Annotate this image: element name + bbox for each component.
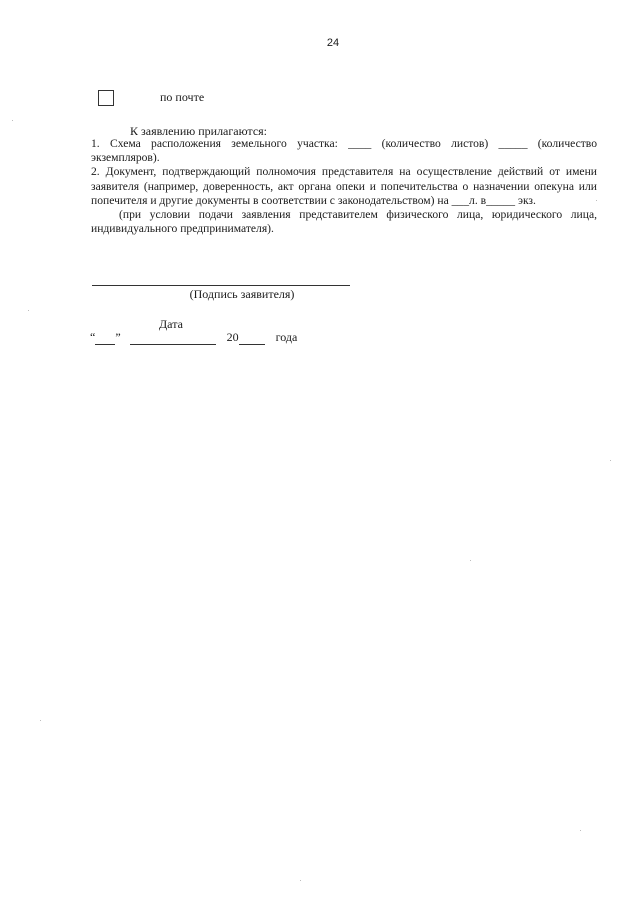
attachment-item-2: 2. Документ, подтверждающий полномочия представителя на осуществление действий от имени заявителя (например, доверенность, акт органа опеки и попечительства о назначении опекуна или попечителя и другие документы в соответствии с законодательством) на ___л. в_____ экз. [91,165,597,207]
date-quote-open: “ [90,330,96,344]
day-blank[interactable] [95,332,115,345]
date-row [90,330,297,345]
attachment-item-1: 1. Схема расположения земельного участка: ____ (количество листов) _____ (количество экземпляров). [91,137,597,165]
scan-speckle [28,310,29,311]
attachments-heading: К заявлению прилагаются: [130,124,268,138]
scan-speckle [12,120,13,121]
signature-line[interactable] [92,285,350,286]
page-number: 24 [326,37,340,49]
year-blank[interactable] [239,332,265,345]
scan-speckle [580,830,581,831]
scan-speckle [40,720,41,721]
date-label: Дата [159,317,183,331]
year-prefix: 20 [226,330,239,344]
delivery-option-row [98,90,205,106]
year-word: года [275,330,298,344]
scan-speckle [610,460,611,461]
mail-delivery-label: по почте [160,90,205,104]
scan-speckle [596,200,597,201]
date-quote-close: ” [115,330,121,344]
attachments-list [91,137,597,236]
attachment-note: (при условии подачи заявления представителем физического лица, юридического лица, индивидуального предпринимателя). [91,208,597,236]
scan-speckle [300,880,301,881]
mail-delivery-checkbox[interactable] [98,90,114,106]
month-blank[interactable] [130,332,216,345]
signature-caption: (Подпись заявителя) [189,287,295,301]
scan-speckle [470,560,471,561]
